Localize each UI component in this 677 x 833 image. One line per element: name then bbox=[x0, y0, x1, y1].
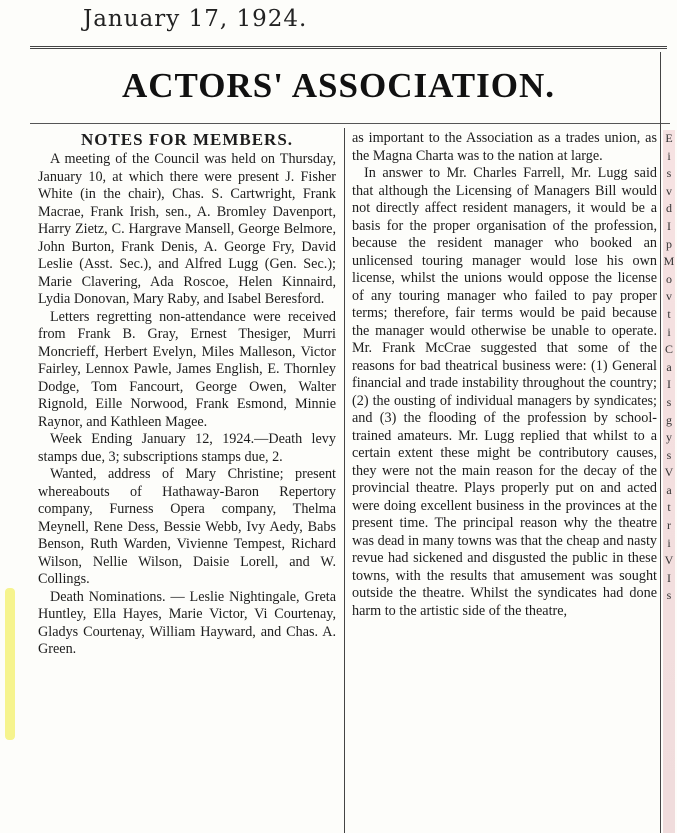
edge-letter: v bbox=[666, 183, 672, 198]
edge-letter: a bbox=[666, 359, 672, 374]
edge-letter: s bbox=[666, 447, 672, 462]
edge-letter: V bbox=[664, 553, 674, 568]
edge-letter: s bbox=[666, 588, 672, 603]
edge-letter: C bbox=[664, 342, 673, 357]
edge-letter: I bbox=[667, 570, 671, 585]
edge-letter: I bbox=[667, 218, 671, 233]
edge-letter: E bbox=[665, 131, 673, 145]
section-subhead: NOTES FOR MEMBERS. bbox=[80, 130, 294, 149]
edge-letter: y bbox=[666, 430, 672, 445]
edge-letter: r bbox=[667, 518, 671, 533]
headline-rule bbox=[30, 123, 670, 124]
edge-letter: M bbox=[663, 254, 675, 269]
edge-letter: t bbox=[667, 500, 671, 515]
paragraph-week-ending: Week Ending January 12, 1924.—Death levy stamps due, 3; subscriptions stamps due, 2. bbox=[38, 431, 336, 465]
edge-letter: i bbox=[667, 535, 671, 550]
edge-letter: V bbox=[664, 465, 674, 480]
header-rule bbox=[30, 46, 667, 49]
column-divider bbox=[344, 128, 345, 833]
dateline: January 17, 1924. bbox=[83, 6, 308, 32]
right-column-divider bbox=[660, 52, 661, 833]
highlight-mark bbox=[5, 588, 15, 740]
edge-letter: s bbox=[666, 394, 672, 409]
edge-letter: g bbox=[666, 412, 672, 427]
adjacent-column-edge bbox=[663, 130, 675, 833]
edge-letter: s bbox=[666, 166, 672, 181]
paragraph-continuation: as important to the Association as a trades union, as the Magna Charta was to the nation at large. bbox=[352, 130, 657, 164]
edge-letter: a bbox=[666, 482, 672, 497]
paragraph-wanted: Wanted, address of Mary Christine; present whereabouts of Hathaway-Baron Repertory company, Furness Opera company, Thelma Meynell, Rene Dess, Bessie Webb, Ivy Aedy, Babs Benson, Ruth Warden, Vivienne Tempest, Richard Wilson, Nellie Wilson, Daisie Lorell, and W. Collings. bbox=[38, 466, 336, 587]
paragraph-death-nominations: Death Nominations. — Leslie Nightingale, Greta Huntley, Ella Hayes, Marie Victor, Vi Courtenay, Gladys Courtenay, William Hayward, and Chas. A. Green. bbox=[38, 588, 336, 657]
headline: ACTORS' ASSOCIATION. bbox=[122, 66, 555, 105]
edge-letter: d bbox=[666, 201, 672, 216]
edge-letter: p bbox=[666, 236, 672, 251]
paragraph-council-meeting: A meeting of the Council was held on Thursday, January 10, at which there were present J. Fisher White (in the chair), Chas. S. Cartwright, Frank Macrae, Frank Irish, sen., A. Bromley Davenport, Harry Zietz, C. Hargrave Mansell, George Belmore, John Burton, Frank Denis, A. George Fry, David Leslie (Asst. Sec.), and Alfred Lugg (Gen. Sec.); Marie Clavering, Ada Roscoe, Helen Kinnaird, Lydia Donovan, Mary Raby, and Isabel Beresford. bbox=[38, 151, 336, 307]
article-column-2 bbox=[352, 130, 657, 830]
edge-letter: i bbox=[667, 148, 671, 163]
edge-letter: t bbox=[667, 306, 671, 321]
edge-letter: i bbox=[667, 324, 671, 339]
edge-letter: v bbox=[666, 289, 672, 304]
paragraph-non-attendance: Letters regretting non-attendance were received from Frank B. Gray, Ernest Thesiger, Murri Moncrieff, Herbert Evelyn, Miles Malleson, Victor Fairley, Lennox Pawle, James English, E. Thornley Dodge, Tom Fancourt, George Owen, Walter Rignold, Eille Norwood, Frank Esmond, Minnie Raynor, and Kathleen Magee. bbox=[38, 308, 336, 430]
edge-letter: I bbox=[667, 377, 671, 392]
edge-letter: o bbox=[666, 271, 672, 286]
paragraph-licensing: In answer to Mr. Charles Farrell, Mr. Lugg said that although the Licensing of Managers Bill would not directly affect resident managers, it would be a basis for the proper organisation of the profession, because the resident manager who booked an unlicensed touring manager would lose his own license, whilst the unions would oppose the license of any touring manager who failed to pay proper terms; therefore, fair terms would be paid because the manager would otherwise be unable to operate. Mr. Frank McCrae suggested that some of the reasons for bad theatrical business were: (1) General financial and trade instability throughout the country; (2) the ousting of individual managers by syndicates; and (3) the flooding of the profession by school-trained amateurs. Mr. Lugg replied that whilst to a certain extent these might be contributory causes, they were not the main reason for the decay of the provincial theatre. Plays properly put on and acted were doing excellent business in the provinces at the present time. The principal reason why the theatre was dead in many towns was that the cheap and nasty revue had sickened and disgusted the public in these towns, with the results that amusement was sought outside the theatre. Whilst the syndicates had done harm to the artistic side of the theatre, bbox=[352, 165, 657, 619]
article-column-1 bbox=[38, 130, 336, 830]
